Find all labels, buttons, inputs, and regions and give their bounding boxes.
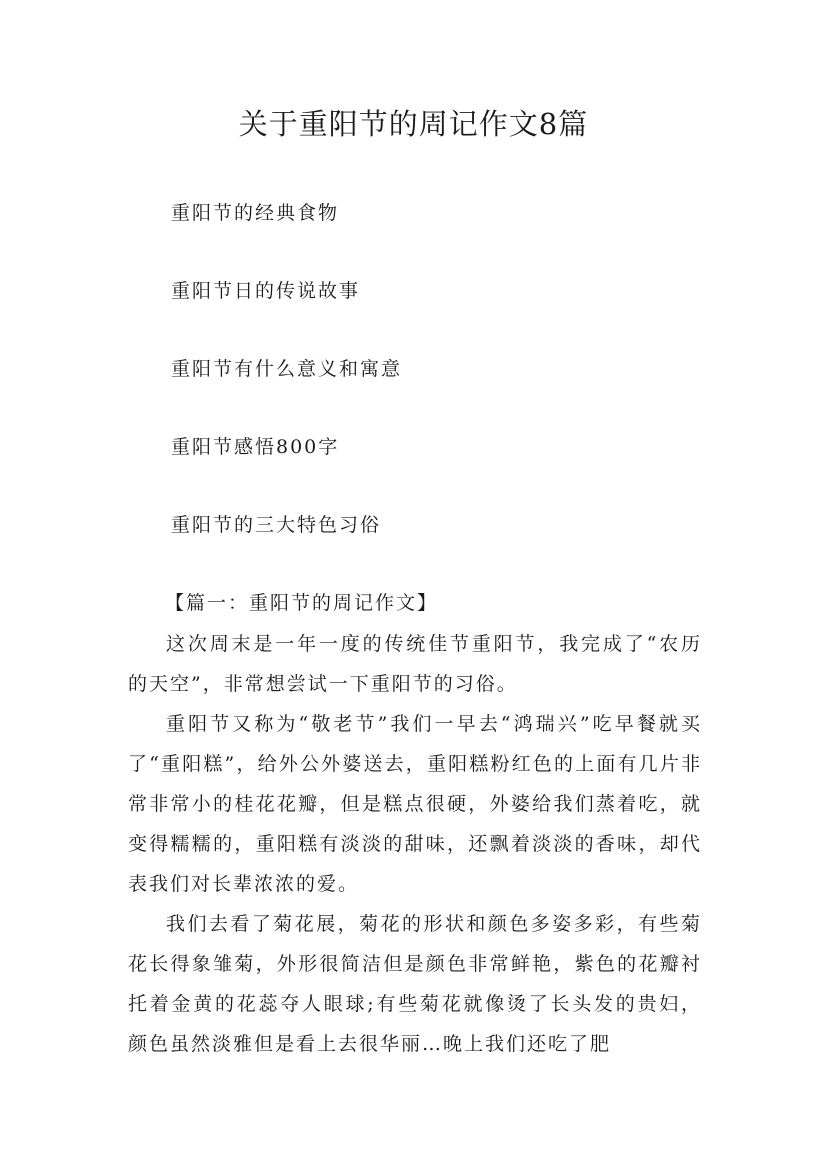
section-heading: 【篇一：重阳节的周记作文】 xyxy=(165,592,439,614)
toc-item: 重阳节有什么意义和寓意 xyxy=(171,358,403,380)
toc-item: 重阳节的三大特色习俗 xyxy=(171,514,382,536)
body-text xyxy=(128,624,702,1064)
paragraph: 重阳节又称为“敬老节”我们一早去“鸿瑞兴”吃早餐就买了“重阳糕”，给外公外婆送去，重阳糕粉红色的上面有几片非常非常小的桂花花瓣，但是糕点很硬，外婆给我们蒸着吃，就变得糯糯的，重阳糕有淡淡的甜味，还飘着淡淡的香味，却代表我们对长辈浓浓的爱。 xyxy=(128,713,702,895)
paragraph: 这次周末是一年一度的传统佳节重阳节，我完成了“农历的天空”，非常想尝试一下重阳节的习俗。 xyxy=(128,633,702,695)
paragraph: 我们去看了菊花展，菊花的形状和颜色多姿多彩，有些菊花长得象雏菊，外形很简洁但是颜色非常鲜艳，紫色的花瓣衬托着金黄的花蕊夺人眼球;有些菊花就像烫了长头发的贵妇，颜色虽然淡雅但是看上去很华丽…晚上我们还吃了肥 xyxy=(128,913,702,1055)
toc-item: 重阳节日的传说故事 xyxy=(171,280,361,302)
document-title: 关于重阳节的周记作文8篇 xyxy=(238,107,589,141)
toc-item: 重阳节感悟800字 xyxy=(171,436,340,458)
toc-item: 重阳节的经典食物 xyxy=(171,202,340,224)
